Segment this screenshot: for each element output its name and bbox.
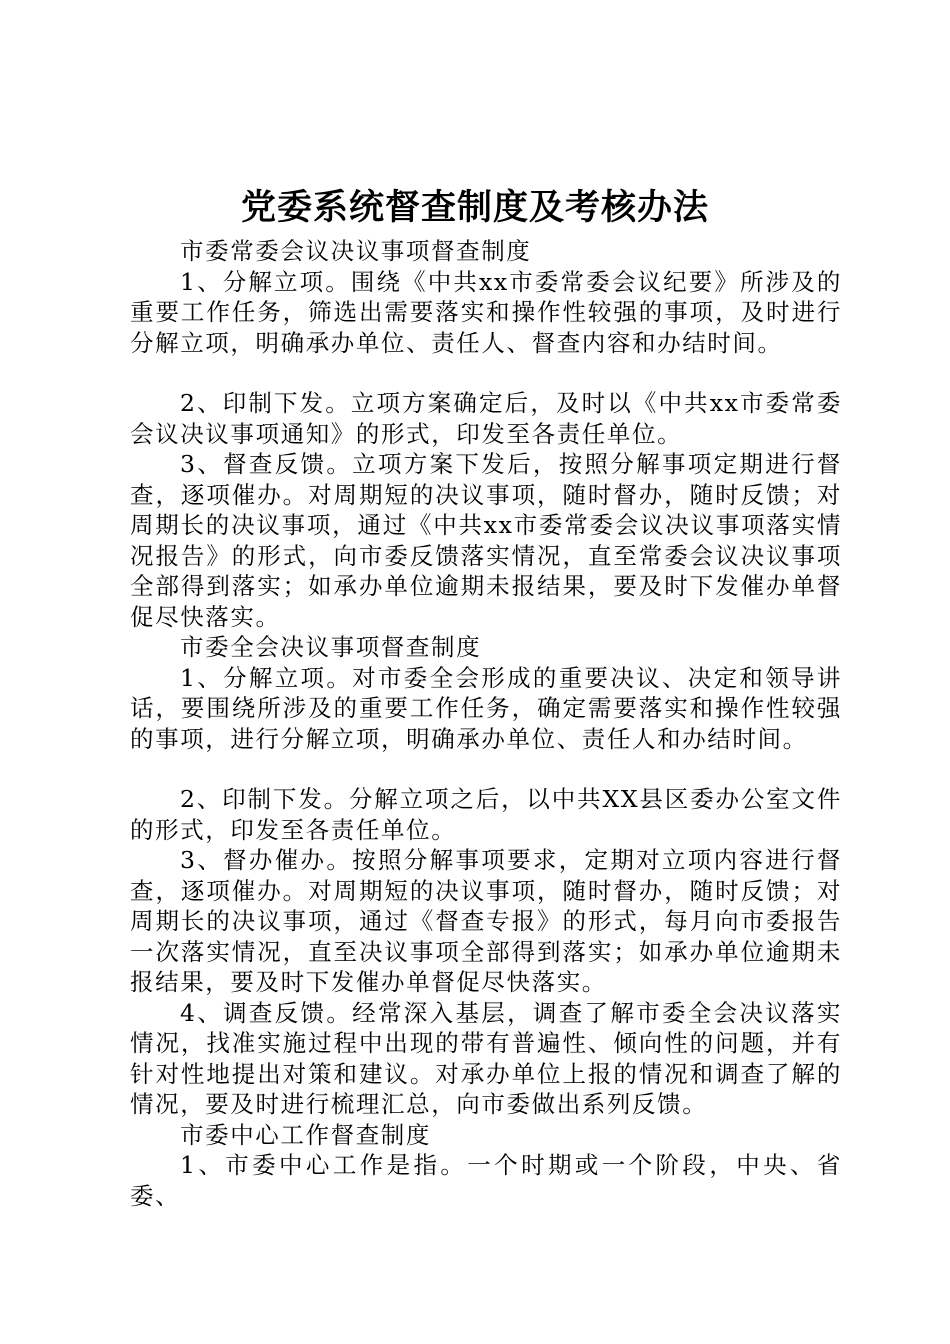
paragraph: 1、市委中心工作是指。一个时期或一个阶段，中央、省委、	[130, 1151, 842, 1210]
section-heading: 市委中心工作督查制度	[180, 1120, 431, 1149]
paragraph: 3、督办催办。按照分解事项要求，定期对立项内容进行督查，逐项催办。对周期短的决议事项，随时督办，随时反馈；对周期长的决议事项，通过《督查专报》的形式，每月向市委报告一次落实情况，直至决议事项全部得到落实；如承办单位逾期未报结果，要及时下发催办单督促尽快落实。	[130, 846, 842, 996]
paragraph: 4、调查反馈。经常深入基层，调查了解市委全会决议落实情况，找准实施过程中出现的带有普遍性、倾向性的问题，并有针对性地提出对策和建议。对承办单位上报的情况和调查了解的情况，要及时进行梳理汇总，向市委做出系列反馈。	[130, 998, 842, 1118]
document-body	[130, 236, 842, 1211]
paragraph: 2、印制下发。分解立项之后，以中共XX县区委办公室文件的形式，印发至各责任单位。	[130, 785, 842, 844]
paragraph: 1、分解立项。对市委全会形成的重要决议、决定和领导讲话，要围绕所涉及的重要工作任务，确定需要落实和操作性较强的事项，进行分解立项，明确承办单位、责任人和办结时间。	[130, 663, 842, 753]
section-heading: 市委常委会议决议事项督查制度	[180, 237, 532, 265]
paragraph: 2、印制下发。立项方案确定后，及时以《中共xx市委常委会议决议事项通知》的形式，印发至各责任单位。	[130, 389, 842, 448]
section-heading: 市委全会决议事项督查制度	[180, 633, 482, 661]
document-title: 党委系统督查制度及考核办法	[240, 188, 709, 228]
paragraph: 1、分解立项。围绕《中共xx市委常委会议纪要》所涉及的重要工作任务，筛选出需要落实和操作性较强的事项，及时进行分解立项，明确承办单位、责任人、督查内容和办结时间。	[130, 267, 842, 357]
paragraph: 3、督查反馈。立项方案下发后，按照分解事项定期进行督查，逐项催办。对周期短的决议事项，随时督办，随时反馈；对周期长的决议事项，通过《中共xx市委常委会议决议事项落实情况报告》的形式，向市委反馈落实情况，直至常委会议决议事项全部得到落实；如承办单位逾期未报结果，要及时下发催办单督促尽快落实。	[130, 450, 842, 631]
